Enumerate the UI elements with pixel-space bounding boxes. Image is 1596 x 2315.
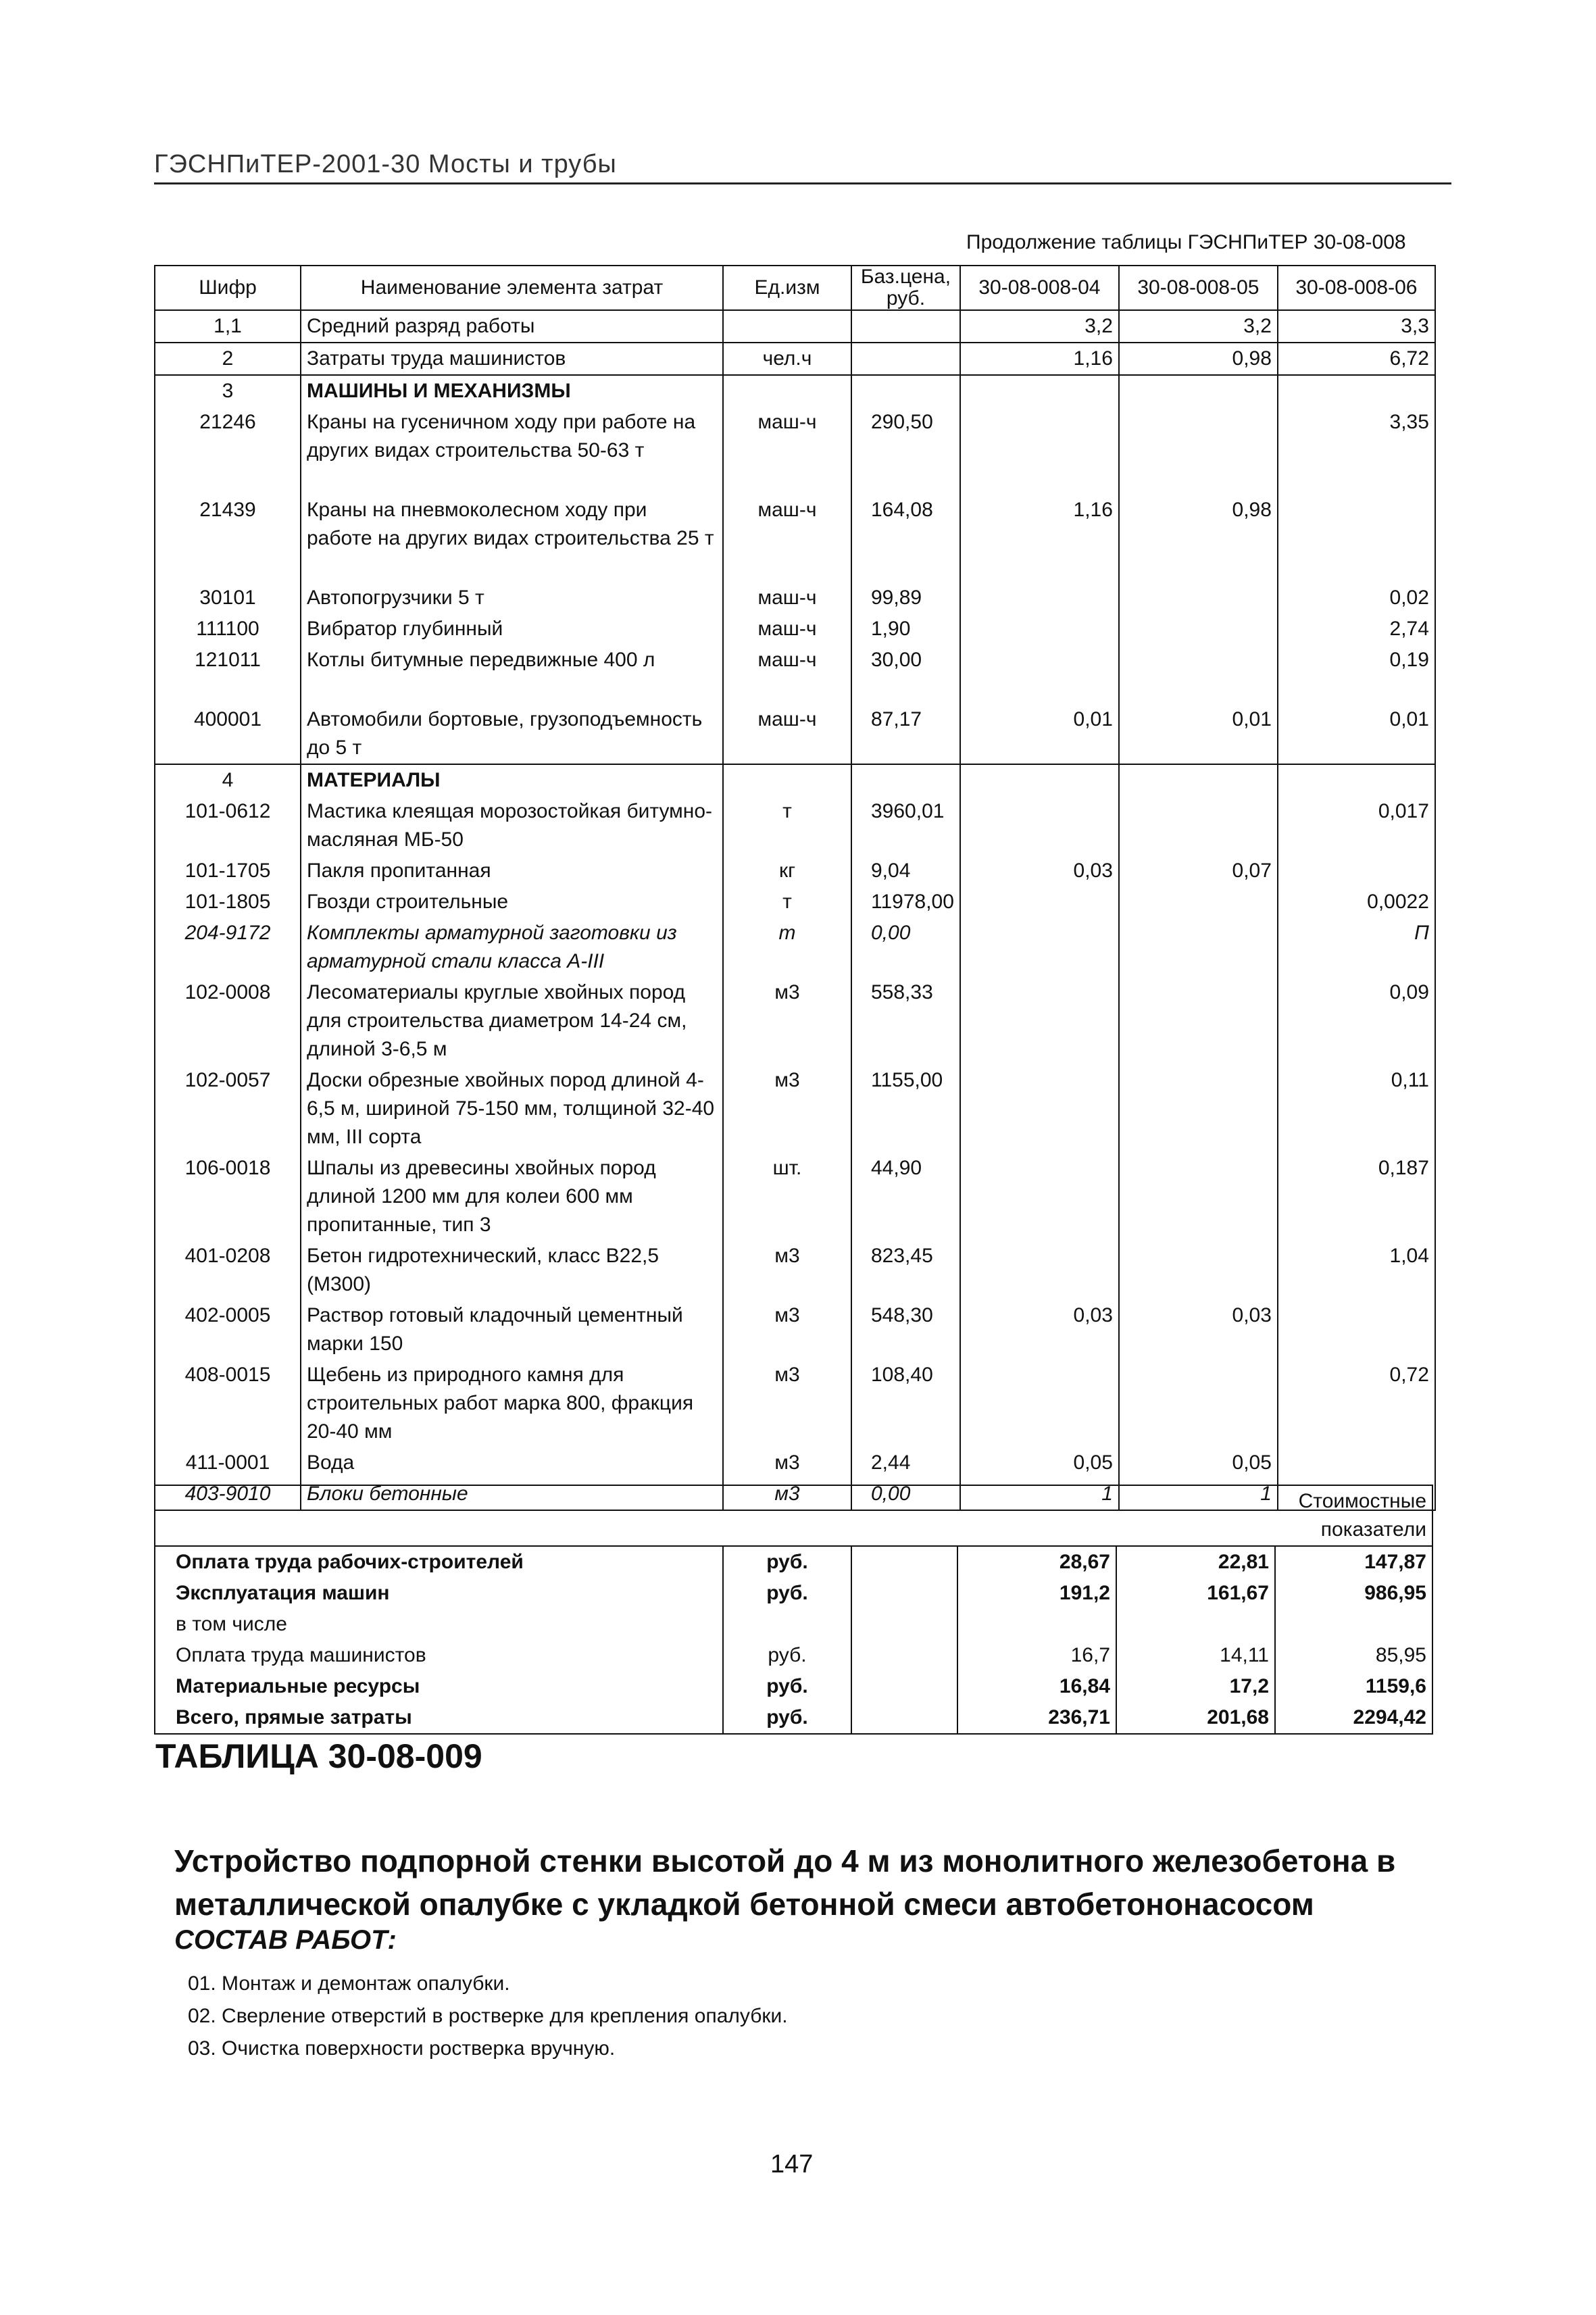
page-number: 147 xyxy=(770,2150,814,2179)
cost-row xyxy=(155,1546,1432,1578)
row-price: 558,33 xyxy=(851,977,960,1065)
row-code: 102-0057 xyxy=(155,1065,301,1153)
row-value-col1: 1,16 xyxy=(960,495,1119,582)
cost-value-col1: 236,71 xyxy=(957,1702,1116,1734)
cost-value-col3 xyxy=(1275,1609,1432,1640)
header-col2: 30-08-008-05 xyxy=(1119,266,1278,310)
header-rule xyxy=(154,182,1451,184)
row-price: 30,00 xyxy=(851,645,960,704)
row-value-col1 xyxy=(960,407,1119,495)
row-value-col2 xyxy=(1119,918,1278,977)
row-name: МАШИНЫ И МЕХАНИЗМЫ xyxy=(301,375,723,407)
cost-unit: руб. xyxy=(723,1546,851,1578)
row-code: 21246 xyxy=(155,407,301,495)
row-code: 101-1805 xyxy=(155,887,301,918)
row-unit xyxy=(723,310,851,343)
row-code: 400001 xyxy=(155,704,301,764)
row-value-col1 xyxy=(960,918,1119,977)
cost-value-col3: 147,87 xyxy=(1275,1546,1432,1578)
row-value-col2 xyxy=(1119,796,1278,855)
table-row xyxy=(155,1241,1435,1300)
row-price: 9,04 xyxy=(851,855,960,887)
row-price: 108,40 xyxy=(851,1360,960,1447)
row-name: Щебень из природного камня для строительных работ марка 800, фракция 20-40 мм xyxy=(301,1360,723,1447)
row-value-col3: 0,0022 xyxy=(1278,887,1435,918)
row-value-col2 xyxy=(1119,375,1278,407)
row-code: 408-0015 xyxy=(155,1360,301,1447)
row-value-col3: 0,017 xyxy=(1278,796,1435,855)
table-row xyxy=(155,582,1435,614)
row-price: 0,00 xyxy=(851,1478,960,1510)
row-value-col3: 2,74 xyxy=(1278,614,1435,645)
row-price: 44,90 xyxy=(851,1153,960,1241)
row-value-col2: 0,01 xyxy=(1119,704,1278,764)
cost-empty xyxy=(851,1609,957,1640)
row-price: 87,17 xyxy=(851,704,960,764)
row-code: 1,1 xyxy=(155,310,301,343)
row-unit xyxy=(723,375,851,407)
header-col1: 30-08-008-04 xyxy=(960,266,1119,310)
row-price xyxy=(851,310,960,343)
table-caption: ТАБЛИЦА 30-08-009 xyxy=(155,1737,482,1775)
table-row xyxy=(155,918,1435,977)
row-price: 99,89 xyxy=(851,582,960,614)
cost-caption: Стоимостные показатели xyxy=(1275,1485,1432,1546)
table-row xyxy=(155,495,1435,582)
cost-value-col1: 16,84 xyxy=(957,1671,1116,1702)
table-row xyxy=(155,1065,1435,1153)
row-price: 2,44 xyxy=(851,1447,960,1478)
header-code: Шифр xyxy=(155,266,301,310)
row-value-col3: 0,72 xyxy=(1278,1360,1435,1447)
table-row xyxy=(155,887,1435,918)
section-row xyxy=(155,764,1435,796)
work-item: 02. Сверление отверстий в ростверке для крепления опалубки. xyxy=(188,2005,788,2027)
work-composition-heading: СОСТАВ РАБОТ: xyxy=(174,1925,397,1955)
row-value-col2: 1 xyxy=(1119,1478,1278,1510)
table-row xyxy=(155,704,1435,764)
row-code: 3 xyxy=(155,375,301,407)
row-value-col3: 3,3 xyxy=(1278,310,1435,343)
row-name: Шпалы из древесины хвойных пород длиной 1200 мм для колеи 600 мм пропитанные, тип 3 xyxy=(301,1153,723,1241)
row-value-col3: 0,09 xyxy=(1278,977,1435,1065)
work-item: 03. Очистка поверхности ростверка вручную. xyxy=(188,2037,616,2060)
cost-caption-row xyxy=(155,1485,1432,1546)
cost-row xyxy=(155,1609,1432,1640)
cost-value-col1: 28,67 xyxy=(957,1546,1116,1578)
row-value-col1 xyxy=(960,645,1119,704)
cost-row xyxy=(155,1578,1432,1609)
row-unit: м3 xyxy=(723,1300,851,1360)
row-unit: кг xyxy=(723,855,851,887)
row-value-col1 xyxy=(960,887,1119,918)
row-value-col1 xyxy=(960,375,1119,407)
row-value-col3: 0,11 xyxy=(1278,1065,1435,1153)
cost-unit: руб. xyxy=(723,1640,851,1671)
table-row xyxy=(155,614,1435,645)
table-row xyxy=(155,1153,1435,1241)
row-value-col1 xyxy=(960,1153,1119,1241)
cost-value-col3: 986,95 xyxy=(1275,1578,1432,1609)
row-code: 2 xyxy=(155,343,301,375)
row-unit xyxy=(723,764,851,796)
row-value-col1 xyxy=(960,796,1119,855)
row-unit: м3 xyxy=(723,1478,851,1510)
table-row xyxy=(155,855,1435,887)
row-code: 111100 xyxy=(155,614,301,645)
row-value-col1: 1,16 xyxy=(960,343,1119,375)
row-price: 823,45 xyxy=(851,1241,960,1300)
row-price: 290,50 xyxy=(851,407,960,495)
cost-value-col2 xyxy=(1116,1609,1275,1640)
row-unit: маш-ч xyxy=(723,704,851,764)
row-name: Пакля пропитанная xyxy=(301,855,723,887)
row-unit: маш-ч xyxy=(723,407,851,495)
row-value-col3 xyxy=(1278,1447,1435,1478)
row-code: 102-0008 xyxy=(155,977,301,1065)
cost-row xyxy=(155,1702,1432,1734)
row-unit: чел.ч xyxy=(723,343,851,375)
cost-unit xyxy=(723,1609,851,1640)
row-unit: м3 xyxy=(723,977,851,1065)
table-row xyxy=(155,1300,1435,1360)
table-row xyxy=(155,645,1435,704)
cost-unit: руб. xyxy=(723,1702,851,1734)
row-value-col2 xyxy=(1119,645,1278,704)
cost-value-col3: 85,95 xyxy=(1275,1640,1432,1671)
row-value-col3: 0,02 xyxy=(1278,582,1435,614)
cost-empty xyxy=(851,1671,957,1702)
row-code: 4 xyxy=(155,764,301,796)
row-price: 1155,00 xyxy=(851,1065,960,1153)
row-unit: маш-ч xyxy=(723,645,851,704)
table-title: Устройство подпорной стенки высотой до 4 м из монолитного железобетона в металлической опалубке с укладкой бетонной смеси автобетононасосом xyxy=(174,1843,1396,1922)
row-price xyxy=(851,764,960,796)
row-code: 204-9172 xyxy=(155,918,301,977)
cost-value-col1: 191,2 xyxy=(957,1578,1116,1609)
cost-value-col3: 1159,6 xyxy=(1275,1671,1432,1702)
row-value-col2: 0,03 xyxy=(1119,1300,1278,1360)
cost-empty xyxy=(851,1702,957,1734)
row-code: 101-0612 xyxy=(155,796,301,855)
cost-indicators-table xyxy=(154,1485,1433,1735)
row-value-col1 xyxy=(960,582,1119,614)
cost-label: Материальные ресурсы xyxy=(155,1671,723,1702)
cost-value-col1 xyxy=(957,1609,1116,1640)
row-value-col3: П xyxy=(1278,918,1435,977)
row-value-col1 xyxy=(960,764,1119,796)
row-code: 401-0208 xyxy=(155,1241,301,1300)
row-unit: т xyxy=(723,887,851,918)
row-value-col1: 1 xyxy=(960,1478,1119,1510)
row-value-col2 xyxy=(1119,1241,1278,1300)
row-name: Бетон гидротехнический, класс В22,5 (М300) xyxy=(301,1241,723,1300)
row-value-col3 xyxy=(1278,375,1435,407)
row-value-col2: 0,07 xyxy=(1119,855,1278,887)
row-name: Вода xyxy=(301,1447,723,1478)
row-name: Затраты труда машинистов xyxy=(301,343,723,375)
row-name: Средний разряд работы xyxy=(301,310,723,343)
table-row xyxy=(155,1360,1435,1447)
row-value-col2 xyxy=(1119,764,1278,796)
row-value-col2 xyxy=(1119,977,1278,1065)
row-name: Вибратор глубинный xyxy=(301,614,723,645)
row-code: 30101 xyxy=(155,582,301,614)
cost-label: Всего, прямые затраты xyxy=(155,1702,723,1734)
cost-value-col2: 14,11 xyxy=(1116,1640,1275,1671)
row-value-col2 xyxy=(1119,582,1278,614)
header-unit: Ед.изм xyxy=(723,266,851,310)
row-price: 0,00 xyxy=(851,918,960,977)
cost-value-col2: 22,81 xyxy=(1116,1546,1275,1578)
row-value-col2: 3,2 xyxy=(1119,310,1278,343)
table-row xyxy=(155,796,1435,855)
cost-value-col2: 161,67 xyxy=(1116,1578,1275,1609)
row-unit: шт. xyxy=(723,1153,851,1241)
cost-empty xyxy=(851,1546,957,1578)
row-name: МАТЕРИАЛЫ xyxy=(301,764,723,796)
row-value-col2 xyxy=(1119,407,1278,495)
row-value-col1: 0,01 xyxy=(960,704,1119,764)
work-list xyxy=(188,1968,788,2065)
table-row xyxy=(155,310,1435,343)
row-code: 411-0001 xyxy=(155,1447,301,1478)
row-price: 3960,01 xyxy=(851,796,960,855)
cost-value-col1: 16,7 xyxy=(957,1640,1116,1671)
row-value-col3: 1,04 xyxy=(1278,1241,1435,1300)
row-unit: т xyxy=(723,796,851,855)
row-value-col3: 0,01 xyxy=(1278,704,1435,764)
row-name: Автомобили бортовые, грузоподъемность до 5 т xyxy=(301,704,723,764)
cost-row xyxy=(155,1671,1432,1702)
row-unit: маш-ч xyxy=(723,614,851,645)
row-name: Комплекты арматурной заготовки из арматурной стали класса А-III xyxy=(301,918,723,977)
row-unit: м3 xyxy=(723,1065,851,1153)
header-col3: 30-08-008-06 xyxy=(1278,266,1435,310)
row-value-col1: 0,03 xyxy=(960,1300,1119,1360)
row-unit: маш-ч xyxy=(723,495,851,582)
cost-value-col2: 17,2 xyxy=(1116,1671,1275,1702)
running-header: ГЭСНПиТЕР-2001-30 Мосты и трубы xyxy=(154,150,617,178)
resources-table xyxy=(154,265,1436,1511)
row-value-col2 xyxy=(1119,614,1278,645)
row-value-col3: 0,19 xyxy=(1278,645,1435,704)
row-value-col1: 0,03 xyxy=(960,855,1119,887)
row-code: 121011 xyxy=(155,645,301,704)
row-name: Мастика клеящая морозостойкая битумно-масляная МБ-50 xyxy=(301,796,723,855)
cost-unit: руб. xyxy=(723,1671,851,1702)
cost-label: Эксплуатация машин xyxy=(155,1578,723,1609)
row-value-col3: 6,72 xyxy=(1278,343,1435,375)
cost-row xyxy=(155,1640,1432,1671)
row-value-col2 xyxy=(1119,1360,1278,1447)
row-unit: м3 xyxy=(723,1447,851,1478)
row-name: Доски обрезные хвойных пород длиной 4-6,5 м, шириной 75-150 мм, толщиной 32-40 мм, III сорта xyxy=(301,1065,723,1153)
row-price: 548,30 xyxy=(851,1300,960,1360)
header-name: Наименование элемента затрат xyxy=(301,266,723,310)
row-value-col3 xyxy=(1278,1300,1435,1360)
row-code: 403-9010 xyxy=(155,1478,301,1510)
row-unit: м3 xyxy=(723,1360,851,1447)
row-value-col1 xyxy=(960,1360,1119,1447)
table-row xyxy=(155,1447,1435,1478)
cost-empty xyxy=(851,1640,957,1671)
cost-label: в том числе xyxy=(155,1609,723,1640)
row-name: Котлы битумные передвижные 400 л xyxy=(301,645,723,704)
row-name: Краны на пневмоколесном ходу при работе на других видах строительства 25 т xyxy=(301,495,723,582)
row-value-col2: 0,05 xyxy=(1119,1447,1278,1478)
row-value-col3: 0,187 xyxy=(1278,1153,1435,1241)
row-value-col1 xyxy=(960,977,1119,1065)
row-name: Краны на гусеничном ходу при работе на других видах строительства 50-63 т xyxy=(301,407,723,495)
table-row xyxy=(155,977,1435,1065)
row-value-col2 xyxy=(1119,1065,1278,1153)
continuation-caption: Продолжение таблицы ГЭСНПиТЕР 30-08-008 xyxy=(966,231,1406,253)
row-unit: маш-ч xyxy=(723,582,851,614)
row-value-col1 xyxy=(960,1241,1119,1300)
row-unit: т xyxy=(723,918,851,977)
row-price xyxy=(851,375,960,407)
row-value-col2: 0,98 xyxy=(1119,343,1278,375)
table-header-row xyxy=(155,266,1435,310)
table-row xyxy=(155,343,1435,375)
row-name: Лесоматериалы круглые хвойных пород для строительства диаметром 14-24 см, длиной 3-6,5 м xyxy=(301,977,723,1065)
row-price: 11978,00 xyxy=(851,887,960,918)
row-code: 21439 xyxy=(155,495,301,582)
cost-unit: руб. xyxy=(723,1578,851,1609)
row-price: 1,90 xyxy=(851,614,960,645)
row-code: 106-0018 xyxy=(155,1153,301,1241)
cost-label: Оплата труда машинистов xyxy=(155,1640,723,1671)
header-price: Баз.цена, руб. xyxy=(851,266,960,310)
row-name: Блоки бетонные xyxy=(301,1478,723,1510)
row-name: Раствор готовый кладочный цементный марки 150 xyxy=(301,1300,723,1360)
row-value-col2 xyxy=(1119,1153,1278,1241)
row-value-col3: 3,35 xyxy=(1278,407,1435,495)
row-value-col1 xyxy=(960,614,1119,645)
section-row xyxy=(155,375,1435,407)
row-price: 164,08 xyxy=(851,495,960,582)
cost-empty xyxy=(851,1578,957,1609)
cost-value-col3: 2294,42 xyxy=(1275,1702,1432,1734)
table-row xyxy=(155,407,1435,495)
cost-value-col2: 201,68 xyxy=(1116,1702,1275,1734)
row-value-col1: 3,2 xyxy=(960,310,1119,343)
row-value-col2: 0,98 xyxy=(1119,495,1278,582)
row-value-col3 xyxy=(1278,495,1435,582)
row-value-col1 xyxy=(960,1065,1119,1153)
cost-label: Оплата труда рабочих-строителей xyxy=(155,1546,723,1578)
row-value-col2 xyxy=(1119,887,1278,918)
row-unit: м3 xyxy=(723,1241,851,1300)
row-value-col1: 0,05 xyxy=(960,1447,1119,1478)
row-name: Гвозди строительные xyxy=(301,887,723,918)
row-value-col3 xyxy=(1278,855,1435,887)
row-code: 101-1705 xyxy=(155,855,301,887)
row-price xyxy=(851,343,960,375)
work-item: 01. Монтаж и демонтаж опалубки. xyxy=(188,1972,510,1995)
row-name: Автопогрузчики 5 т xyxy=(301,582,723,614)
row-value-col3 xyxy=(1278,764,1435,796)
row-code: 402-0005 xyxy=(155,1300,301,1360)
